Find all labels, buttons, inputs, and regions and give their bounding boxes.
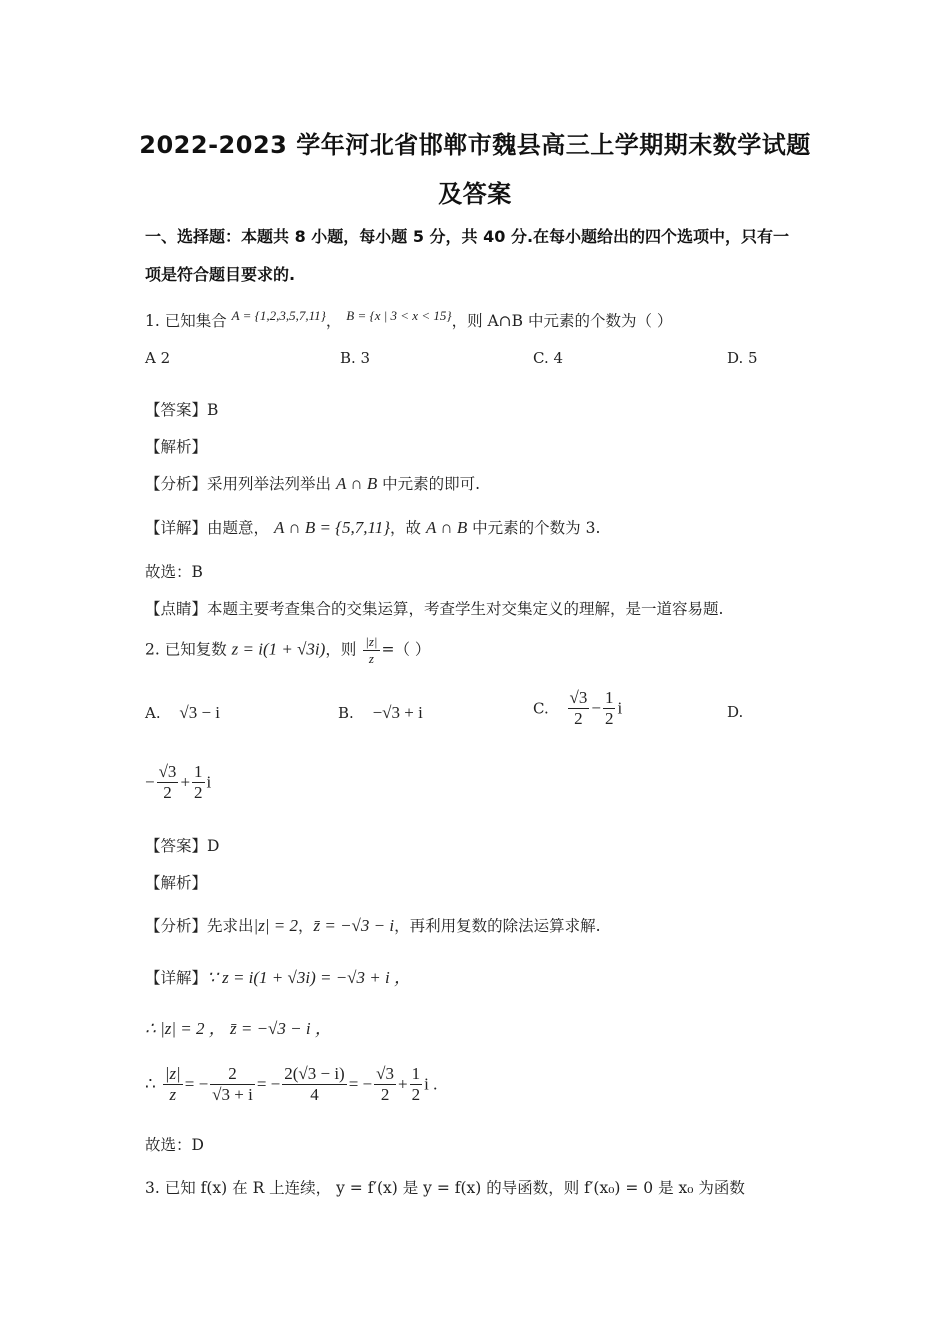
q2-fenxi-pre: 先求出 (207, 917, 254, 935)
q2-option-a-value: √3 − i (179, 703, 221, 722)
q2-option-c-frac2: $\frac{1}{2}$ (604, 688, 614, 728)
q1-fenxi-text: 采用列举法列举出 (207, 475, 332, 493)
q2-option-d-frac2: $\frac{1}{2}$ (194, 762, 203, 802)
q1-dianjing-text: 本题主要考查集合的交集运算，考查学生对交集定义的理解，是一道容易题. (207, 600, 724, 618)
q2-step3: ∴ $\frac{|z|}{z}$ = − $\frac{2}{√3 + i}$ = − $\frac{2(√3 - i)}{4}$ = − $\frac{√3}{2}$ + $\frac{1}{2}$ i . (145, 1064, 438, 1104)
q1-dianjing-tag: 【点睛】 (145, 600, 208, 618)
q2-option-b (338, 703, 423, 723)
q2-guxuan: 故选：D (145, 1136, 204, 1154)
q2-option-a-label: A. (145, 704, 161, 722)
section-heading-line1: 一、选择题：本题共 8 小题，每小题 5 分，共 40 分.在每小题给出的四个选项中，只有一 (145, 227, 790, 246)
q2-option-b-label: B. (338, 704, 354, 722)
q1-xiangjie-pre: 由题意， (207, 519, 270, 537)
q2-stem (145, 634, 430, 667)
q1-stem (145, 308, 672, 331)
q1-option-d: D. 5 (727, 349, 758, 367)
section-heading-line2: 项是符合题目要求的. (145, 265, 296, 284)
q1-sep: ， (325, 312, 342, 330)
q2-step2 (145, 1014, 332, 1039)
q1-analysis-tag: 【解析】 (145, 438, 208, 456)
q1-stem-pre: 1. 已知集合 (145, 312, 227, 330)
q1-answer: 【答案】B (145, 401, 219, 419)
q2-stem-post: =（ ） (381, 640, 431, 659)
q1-fenxi (145, 472, 480, 494)
q1-fenxi-end: 中元素的即可. (382, 475, 481, 493)
q2-fenxi-end: ，再利用复数的除法运算求解. (394, 917, 601, 935)
q2-step3-frac1: $\frac{2}{√3 + i}$ (212, 1064, 253, 1104)
q2-step1: ∵ z = i(1 + √3i) = −√3 + i ， (207, 968, 411, 987)
q2-stem-fraction: $\frac{|z|}{z}$ (365, 634, 378, 666)
q2-stem-pre: 2. 已知复数 (145, 640, 227, 659)
q2-fenxi-m2: z̄ = −√3 − i (313, 916, 395, 935)
q1-option-c: C. 4 (533, 349, 564, 367)
q1-xiangjie (145, 516, 600, 538)
q1-xiangjie-end: 中元素的个数为 3. (472, 519, 601, 537)
q1-dianjing (145, 597, 723, 619)
q2-option-d-frac1: $\frac{√3}{2}$ (158, 762, 177, 802)
q1-option-a: A 2 (145, 349, 171, 367)
q1-fenxi-math: A ∩ B (335, 474, 378, 493)
q2-step3-frac4: $\frac{1}{2}$ (411, 1064, 421, 1104)
q2-option-c: C. $\frac{√3}{2}$ − $\frac{1}{2}$ i (533, 688, 623, 728)
q1-guxuan: 故选：B (145, 563, 203, 581)
q1-fenxi-tag: 【分析】 (145, 475, 208, 493)
q2-answer: 【答案】D (145, 837, 220, 855)
q2-fenxi-tag: 【分析】 (145, 917, 208, 935)
document-title-line1: 2022-2023 学年河北省邯郸市魏县高三上学期期末数学试题 (139, 131, 811, 159)
q2-z-expr: z = i(1 + √3i) (231, 639, 326, 659)
q1-option-b: B. 3 (340, 349, 371, 367)
q1-stem-post: ，则 A∩B 中元素的个数为（ ） (451, 312, 673, 330)
q2-option-c-label: C. (533, 699, 549, 718)
document-title-line2: 及答案 (438, 180, 512, 208)
q2-option-d-label: D. (727, 703, 744, 721)
q2-stem-mid: ，则 (325, 640, 357, 659)
q2-step3-frac3: $\frac{√3}{2}$ (376, 1064, 394, 1104)
q2-xiangjie-tag: 【详解】 (145, 969, 208, 987)
q2-xiangjie (145, 963, 411, 988)
q2-analysis-tag: 【解析】 (145, 874, 208, 892)
q1-xiangjie-mid: ，故 (390, 519, 422, 537)
q2-option-a (145, 703, 220, 723)
q2-step2-text: ∴ |z| = 2 ， z̄ = −√3 − i ， (145, 1019, 332, 1038)
q3-stem: 3. 已知 f(x) 在 R 上连续， y = f′(x) 是 y = f(x) 的导函数，则 f′(x₀) = 0 是 x₀ 为函数 (145, 1179, 745, 1197)
q1-set-b: B = {x | 3 < x < 15} (346, 308, 452, 323)
q2-step3-frac0: $\frac{|z|}{z}$ (164, 1064, 181, 1104)
q1-xiangjie-math2: A ∩ B (425, 518, 468, 537)
q1-set-a: A = {1,2,3,5,7,11} (231, 308, 326, 323)
q2-option-d-value: − $\frac{√3}{2}$ + $\frac{1}{2}$ i (145, 762, 212, 802)
q2-fenxi-sep: ， (297, 917, 314, 935)
q2-option-b-value: −√3 + i (372, 703, 423, 722)
q1-xiangjie-tag: 【详解】 (145, 519, 208, 537)
q2-fenxi (145, 914, 601, 936)
q2-step3-frac2: $\frac{2(√3 - i)}{4}$ (284, 1064, 345, 1104)
q2-option-c-frac1: $\frac{√3}{2}$ (569, 688, 588, 728)
q2-fenxi-m1: |z| = 2 (253, 916, 298, 935)
q1-xiangjie-math: A ∩ B = {5,7,11} (273, 518, 391, 537)
